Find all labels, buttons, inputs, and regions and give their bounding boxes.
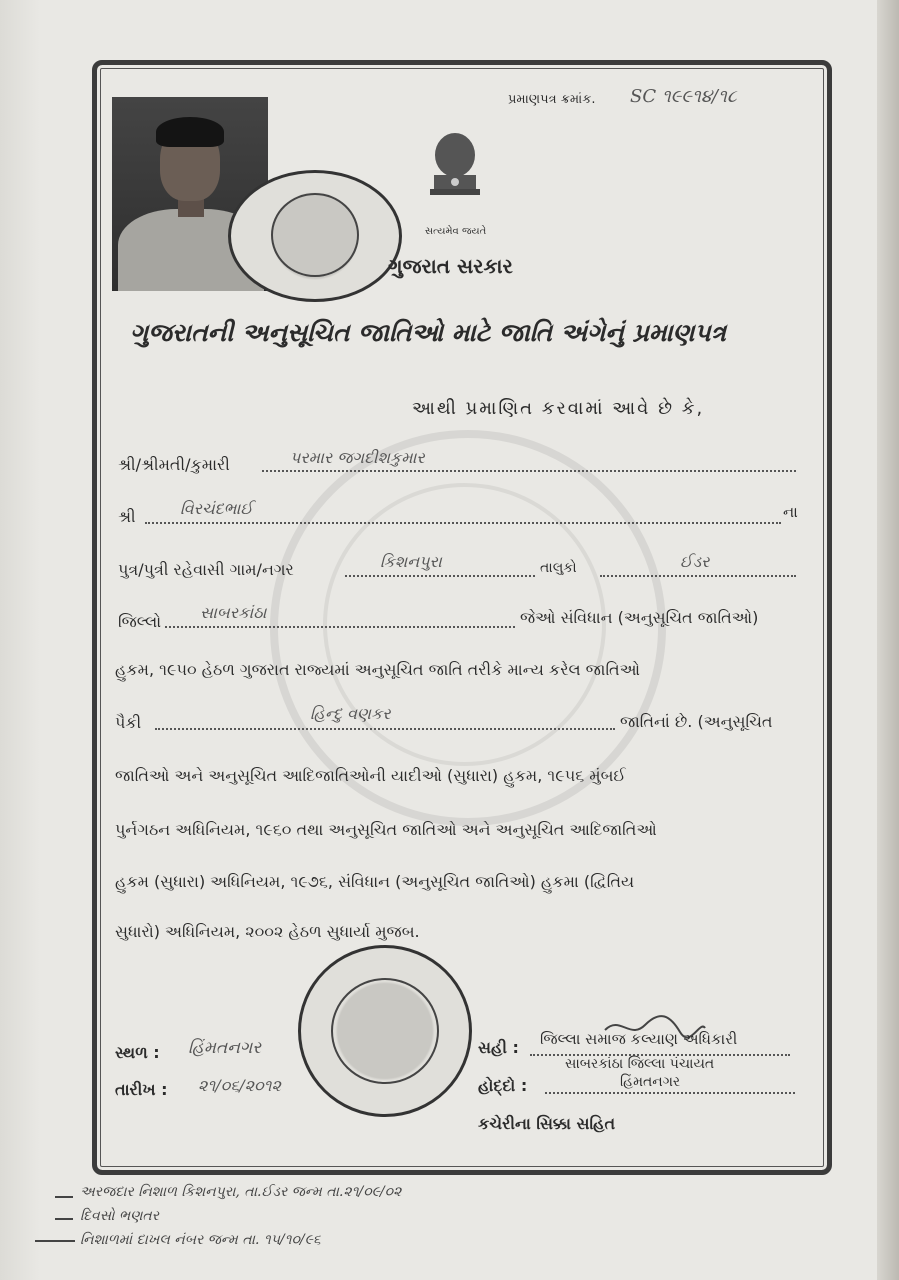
paper-fold-shadow [0, 0, 40, 1280]
father-suffix: ના [783, 503, 798, 521]
certificate-title: ગુજરાતની અનુસૂચિત જાતિઓ માટે જાતિ અંગેનું પ્રમાણપત્ર [130, 318, 727, 347]
residence-value: કિશનપુરા [380, 552, 442, 571]
intro-text: આથી પ્રમાણિત કરવામાં આવે છે કે, [412, 398, 705, 419]
footnote-dash-2 [55, 1218, 73, 1220]
office-seal-stamp [298, 945, 472, 1117]
certificate-number-value: SC ૧૯૯૧૪/૧૮ [630, 86, 737, 107]
body-line-10: સુધારો) અધિનિયમ, ૨૦૦૨ હેઠળ સુધાર્યા મુજબ. [115, 922, 420, 941]
office-seal-caption: કચેરીના સિક્કા સહિત [478, 1114, 616, 1133]
body-line-9: હુકમ (સુધારા) અધિનિયમ, ૧૯૭૬, સંવિધાન (અનુસૂચિત જાતિઓ) હુકમા (દ્વિતિય [115, 872, 635, 891]
certificate-number-label: પ્રમાણપત્ર ક્રમાંક. [508, 92, 596, 107]
footnote-1: અરજદાર નિશાળ કિશનપુરા, તા.ઈડર જન્મ તા.૨૧/૦૯/૦૨ [80, 1184, 402, 1200]
footnote-dash-1 [55, 1196, 73, 1198]
paper-edge [877, 0, 899, 1280]
taluka-value: ઈડર [680, 552, 710, 571]
father-prefix: શ્રી [118, 507, 136, 526]
body-line-7: જાતિઓ અને અનુસૂચિત આદિજાતિઓની યાદીઓ (સુધારા) હુકમ, ૧૯૫૬ મુંબઈ [115, 766, 626, 785]
place-label: સ્થળ : [115, 1043, 160, 1062]
district-line [165, 626, 515, 628]
date-label: તારીખ : [115, 1080, 168, 1099]
caste-line [155, 728, 615, 730]
date-value: ૨૧/૦૬/૨૦૧૨ [198, 1076, 281, 1095]
caste-value: હિન્દુ વણકર [310, 704, 391, 723]
taluka-label: તાલુકો [540, 560, 577, 576]
post-value: હિંમતનગર [620, 1074, 681, 1090]
post-line [545, 1092, 795, 1094]
signatory-title: જિલ્લા સમાજ કલ્યાણ અધિકારી [540, 1030, 738, 1048]
signature-label: સહી : [478, 1038, 519, 1057]
district-value: સાબરકાંઠા [200, 603, 267, 622]
father-line [145, 522, 781, 524]
footnote-2: દિવસો ભણતર [80, 1208, 159, 1224]
constitution-line-start: જેઓ સંવિધાન (અનુસૂચિત જાતિઓ) [520, 608, 759, 627]
district-label: જિલ્લો [118, 612, 162, 631]
footnote-dash-3 [35, 1240, 75, 1242]
name-line [262, 470, 796, 472]
body-line-8: પુર્નગઠન અધિનિયમ, ૧૯૬૦ તથા અનુસૂચિત જાતિઓ અને અનુસૂચિત આદિજાતિઓ [115, 820, 657, 839]
place-value: હિંમતનગર [188, 1038, 262, 1058]
taluka-line [600, 575, 796, 577]
emblem-caption: સત્યમેવ જયતે [425, 226, 487, 237]
national-emblem-icon [420, 125, 490, 225]
body-line-5: હુકમ, ૧૯૫૦ હેઠળ ગુજરાત રાજ્યમાં અનુસૂચિત જાતિ તરીકે માન્ય કરેલ જાતિઓ [115, 660, 641, 679]
caste-prefix: પૈકી [115, 713, 142, 732]
residence-label: પુત્ર/પુત્રી રહેવાસી ગામ/નગર [118, 560, 294, 579]
residence-line [345, 575, 535, 577]
photo-seal-stamp [228, 170, 402, 302]
father-value: વિરચંદભાઈ [180, 499, 253, 518]
footnote-3: નિશાળમાં દાખલ નંબર જન્મ તા. ૧૫/૧૦/૯૬ [80, 1232, 321, 1248]
signatory-org: સાબરકાંઠા જિલ્લા પંચાયત [565, 1056, 715, 1072]
name-value: પરમાર જગદીશકુમાર [290, 448, 425, 467]
post-label: હોદ્દો : [478, 1076, 528, 1095]
caste-suffix: જાતિનાં છે. (અનુસૂચિત [620, 712, 773, 731]
government-title: ગુજરાત સરકાર [388, 254, 513, 278]
name-label: શ્રી/શ્રીમતી/કુમારી [118, 455, 230, 474]
